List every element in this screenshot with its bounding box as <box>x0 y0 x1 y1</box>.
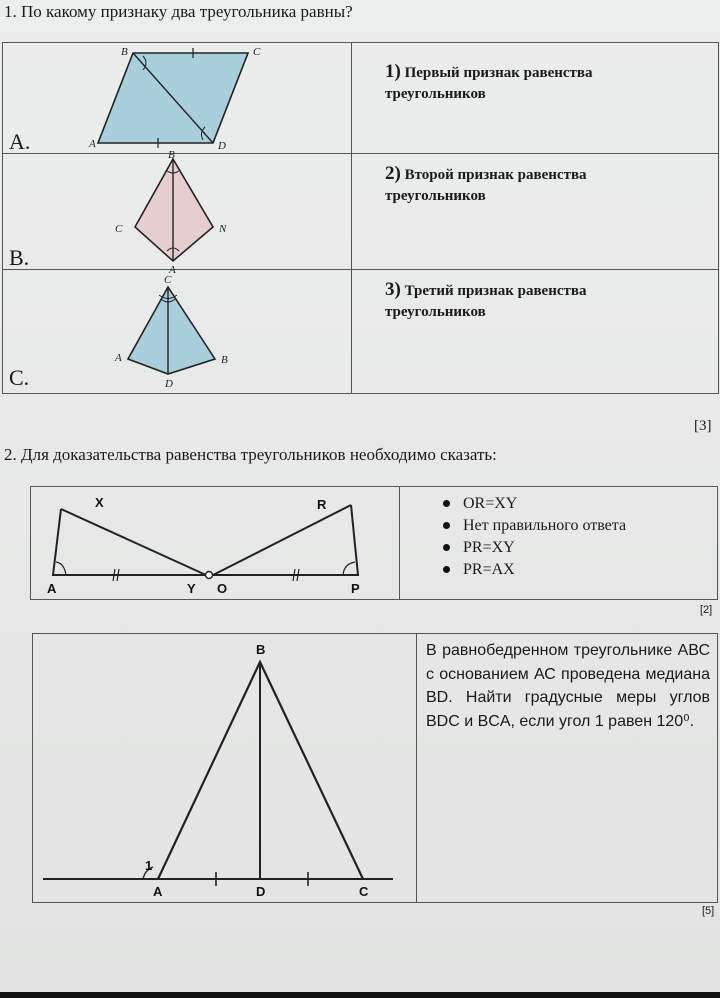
criterion-2 <box>385 163 685 207</box>
vertex-label-a: A <box>47 581 57 596</box>
kite-figure <box>3 149 351 276</box>
table-divider <box>351 43 352 393</box>
vertex-label-x: X <box>95 495 104 510</box>
question-3-score: [5] <box>702 905 715 917</box>
criterion-1-number: 1) <box>385 61 401 82</box>
vertex-label-p: P <box>351 581 360 596</box>
vertex-label-a: A <box>169 264 176 276</box>
question-1-table <box>2 42 719 394</box>
two-triangles-figure <box>31 487 399 599</box>
answer-options-list <box>441 493 626 581</box>
question-2-title: 2. Для доказательства равенства треугольников необходимо сказать: <box>4 445 497 464</box>
answer-option[interactable]: OR=XY <box>441 493 626 515</box>
vertex-label-c: C <box>164 274 172 286</box>
vertex-label-b: B <box>168 149 175 161</box>
vertex-label-b: B <box>256 642 266 657</box>
parallelogram-figure <box>3 43 351 153</box>
vertex-label-b: B <box>121 46 128 58</box>
option-letter-c: C. <box>9 365 30 390</box>
vertex-label-a: A <box>115 352 122 364</box>
isosceles-triangle-figure <box>33 634 416 902</box>
vertex-label-c: C <box>115 223 123 235</box>
answer-option[interactable]: PR=XY <box>441 537 626 559</box>
criterion-3 <box>385 279 685 323</box>
vertex-label-d: D <box>218 140 226 152</box>
task-text: В равнобедренном треугольнике АВС с основанием АС проведена медиана BD. Найти градусные меры углов BDC и BCA, если угол 1 равен 120⁰. <box>426 642 710 730</box>
answer-option[interactable]: Нет правильного ответа <box>441 515 626 537</box>
triangle-median-figure <box>3 269 351 393</box>
answer-option[interactable]: PR=AX <box>441 559 626 581</box>
vertex-label-d: D <box>256 884 266 899</box>
vertex-label-o: O <box>217 581 228 596</box>
criterion-2-text: Второй признак равенства треугольников <box>385 167 587 204</box>
criterion-3-text: Третий признак равенства треугольников <box>385 283 587 320</box>
box-divider <box>416 634 417 902</box>
vertex-label-c: C <box>253 46 261 58</box>
vertex-label-r: R <box>317 497 327 512</box>
option-letter-b: B. <box>9 245 30 270</box>
vertex-label-b: B <box>221 354 228 366</box>
question-1-score: [3] <box>694 418 712 434</box>
question-1-title: 1. По какому признаку два треугольника равны? <box>4 2 353 21</box>
vertex-label-a: A <box>153 884 163 899</box>
angle-label-1: 1 <box>145 858 153 873</box>
bottom-edge <box>0 992 720 998</box>
vertex-label-c: C <box>359 884 369 899</box>
question-2-score: [2] <box>700 604 713 616</box>
question-2-box <box>30 486 718 600</box>
criterion-1 <box>385 61 685 105</box>
vertex-label-n: N <box>219 223 227 235</box>
question-3-box <box>32 633 718 903</box>
vertex-label-d: D <box>165 378 173 390</box>
option-letter-a: A. <box>9 129 31 154</box>
criterion-3-number: 3) <box>385 279 401 300</box>
criterion-1-text: Первый признак равенства треугольников <box>385 65 593 102</box>
vertex-label-y: Y <box>187 581 196 596</box>
box-divider <box>399 487 400 599</box>
criterion-2-number: 2) <box>385 163 401 184</box>
vertex-label-a: A <box>89 138 96 150</box>
